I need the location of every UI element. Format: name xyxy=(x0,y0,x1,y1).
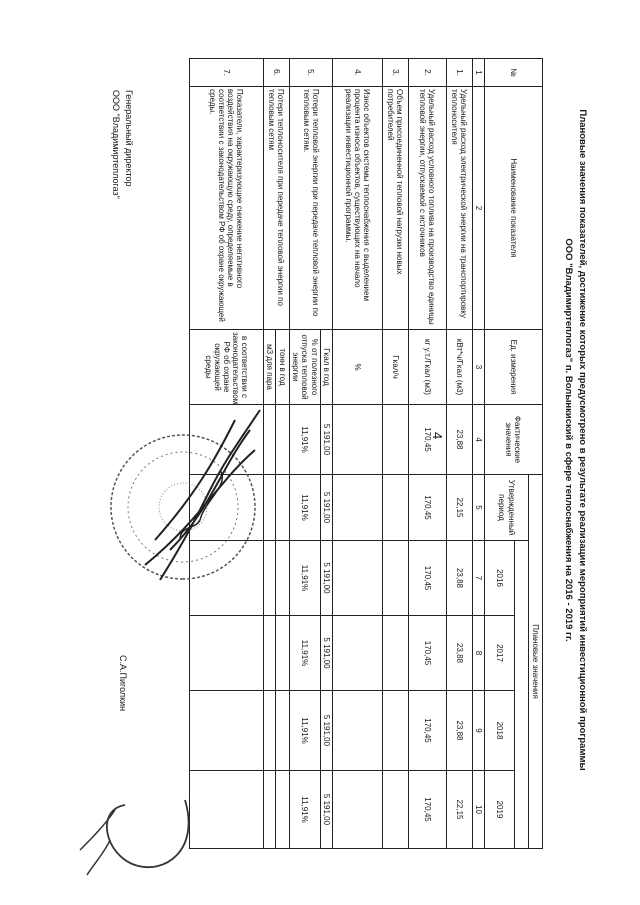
row-2017: 23,88 xyxy=(446,616,472,691)
header-actual: Фактические значения xyxy=(485,405,543,475)
column-numbers-row xyxy=(472,59,484,849)
row-no: 7. xyxy=(189,59,263,87)
table-row xyxy=(382,59,408,849)
row-actual xyxy=(382,405,408,475)
row-no: 6. xyxy=(263,59,289,87)
director-signature-image xyxy=(130,400,280,590)
row-2018: 11,91% xyxy=(290,691,321,771)
row-no: 1. xyxy=(446,59,472,87)
row-name: Объем присоединенной тепловой нагрузки новых потребителей xyxy=(382,87,408,330)
row-approved: 170,45 xyxy=(408,475,446,541)
row-2017 xyxy=(332,616,382,691)
col-num: 9 xyxy=(472,691,484,771)
row-2017: 11,91% xyxy=(290,616,321,691)
row-actual xyxy=(332,405,382,475)
table-row xyxy=(332,59,382,849)
row-name: Износ объектов системы теплоснабжения с выделением процента износа объектов, существующих на начало реализации инвестиционной программы. xyxy=(332,87,382,330)
row-name: Показатели, характеризующие снижение негативного воздействия на окружающую среду, определяемые в соответствии с законодательством РФ об охране окружающей среды. xyxy=(189,87,263,330)
row-2017 xyxy=(382,616,408,691)
header-year-2017: 2017 xyxy=(485,616,515,691)
header-year-2018: 2018 xyxy=(485,691,515,771)
row-2016: 23,88 xyxy=(446,541,472,616)
row-2018 xyxy=(332,691,382,771)
header-year-2016: 2016 xyxy=(485,541,515,616)
row-unit: в соответствии с законодательством РФ об охране окружающей среды xyxy=(189,330,263,405)
row-2018: 170,45 xyxy=(408,691,446,771)
row-actual: 5 191,00 xyxy=(320,405,332,475)
header-years-span xyxy=(515,541,529,849)
row-2019: 22,15 xyxy=(446,771,472,849)
row-name: Потери теплоносителя при передаче тепловой энергии по тепловым сетям xyxy=(263,87,289,330)
row-2018: 5 191,00 xyxy=(320,691,332,771)
row-2019: 11,91% xyxy=(290,771,321,849)
row-unit: Гкал в год xyxy=(320,330,332,405)
row-2016 xyxy=(382,541,408,616)
director-position: Генеральный директор xyxy=(124,90,134,187)
col-num: 8 xyxy=(472,616,484,691)
row-unit: м3 для пара xyxy=(263,330,275,405)
header-row-1 xyxy=(529,59,543,849)
header-unit: Ед. измерения xyxy=(485,330,543,405)
row-name: Удельный расход электрической энергии на транспортировку теплоносителя xyxy=(446,87,472,330)
row-2016 xyxy=(332,541,382,616)
header-year-2019: 2019 xyxy=(485,771,515,849)
table-row xyxy=(408,59,446,849)
table-row xyxy=(446,59,472,849)
col-num: 5 xyxy=(472,475,484,541)
row-2018: 23,88 xyxy=(446,691,472,771)
document-title-line-1: Плановые значения показателей, достижение которых предусмотрено в результате реализации мероприятий инвестиционной программы xyxy=(577,109,588,771)
row-2016: 170,45 xyxy=(408,541,446,616)
row-actual: 11,91% xyxy=(290,405,321,475)
row-actual: 170,45 xyxy=(408,405,446,475)
row-no: 2. xyxy=(408,59,446,87)
signature-block xyxy=(109,90,135,199)
row-2019: 170,45 xyxy=(408,771,446,849)
col-num: 7 xyxy=(472,541,484,616)
header-plan-group: Плановые значения xyxy=(529,475,543,849)
row-unit: кВт*ч/Гкал (м3) xyxy=(446,330,472,405)
row-2019 xyxy=(332,771,382,849)
row-2019 xyxy=(382,771,408,849)
director-name: С.А.Пиголкин xyxy=(118,655,128,712)
row-no: 3. xyxy=(382,59,408,87)
row-unit: % от полезного отпуска тепловой энергии xyxy=(290,330,321,405)
row-2016: 5 191,00 xyxy=(320,541,332,616)
row-2018 xyxy=(382,691,408,771)
page-number: 4 xyxy=(430,432,445,440)
row-2019: 5 191,00 xyxy=(320,771,332,849)
row-2017: 170,45 xyxy=(408,616,446,691)
row-no: 5. xyxy=(290,59,333,87)
row-approved xyxy=(382,475,408,541)
row-unit: кг у.т./Гкал (м3) xyxy=(408,330,446,405)
row-no: 4. xyxy=(332,59,382,87)
row-approved: 11,91% xyxy=(290,475,321,541)
header-name: Наименование показателя xyxy=(485,87,543,330)
row-unit: тонн в год xyxy=(276,330,290,405)
col-num: 10 xyxy=(472,771,484,849)
handwritten-mark-image xyxy=(75,780,205,890)
row-name: Потери тепловой энергии при передаче тепловой энергии по тепловым сетям. xyxy=(290,87,333,330)
table-row xyxy=(320,59,332,849)
row-approved xyxy=(332,475,382,541)
col-num: 2 xyxy=(472,87,484,330)
row-approved: 5 191,00 xyxy=(320,475,332,541)
row-approved: 22,15 xyxy=(446,475,472,541)
row-unit: Гкал/ч xyxy=(382,330,408,405)
header-approved: Утвержденный период xyxy=(485,475,529,541)
col-num: 4 xyxy=(472,405,484,475)
director-company: ООО "Владимиртеплогаз" xyxy=(111,90,121,199)
col-num: 3 xyxy=(472,330,484,405)
header-no: № xyxy=(485,59,543,87)
document-title-line-2: ООО "Владимиртеплогаз" п. Волынкиский в сфере теплоснабжения на 2016 - 2019 гг. xyxy=(563,238,574,642)
row-2016: 11,91% xyxy=(290,541,321,616)
row-2017: 5 191,00 xyxy=(320,616,332,691)
col-num: 1 xyxy=(472,59,484,87)
row-actual: 23,88 xyxy=(446,405,472,475)
row-unit: % xyxy=(332,330,382,405)
row-name: Удельный расход условного топлива на производство единицы тепловой энергии, отпускаемой с источников xyxy=(408,87,446,330)
